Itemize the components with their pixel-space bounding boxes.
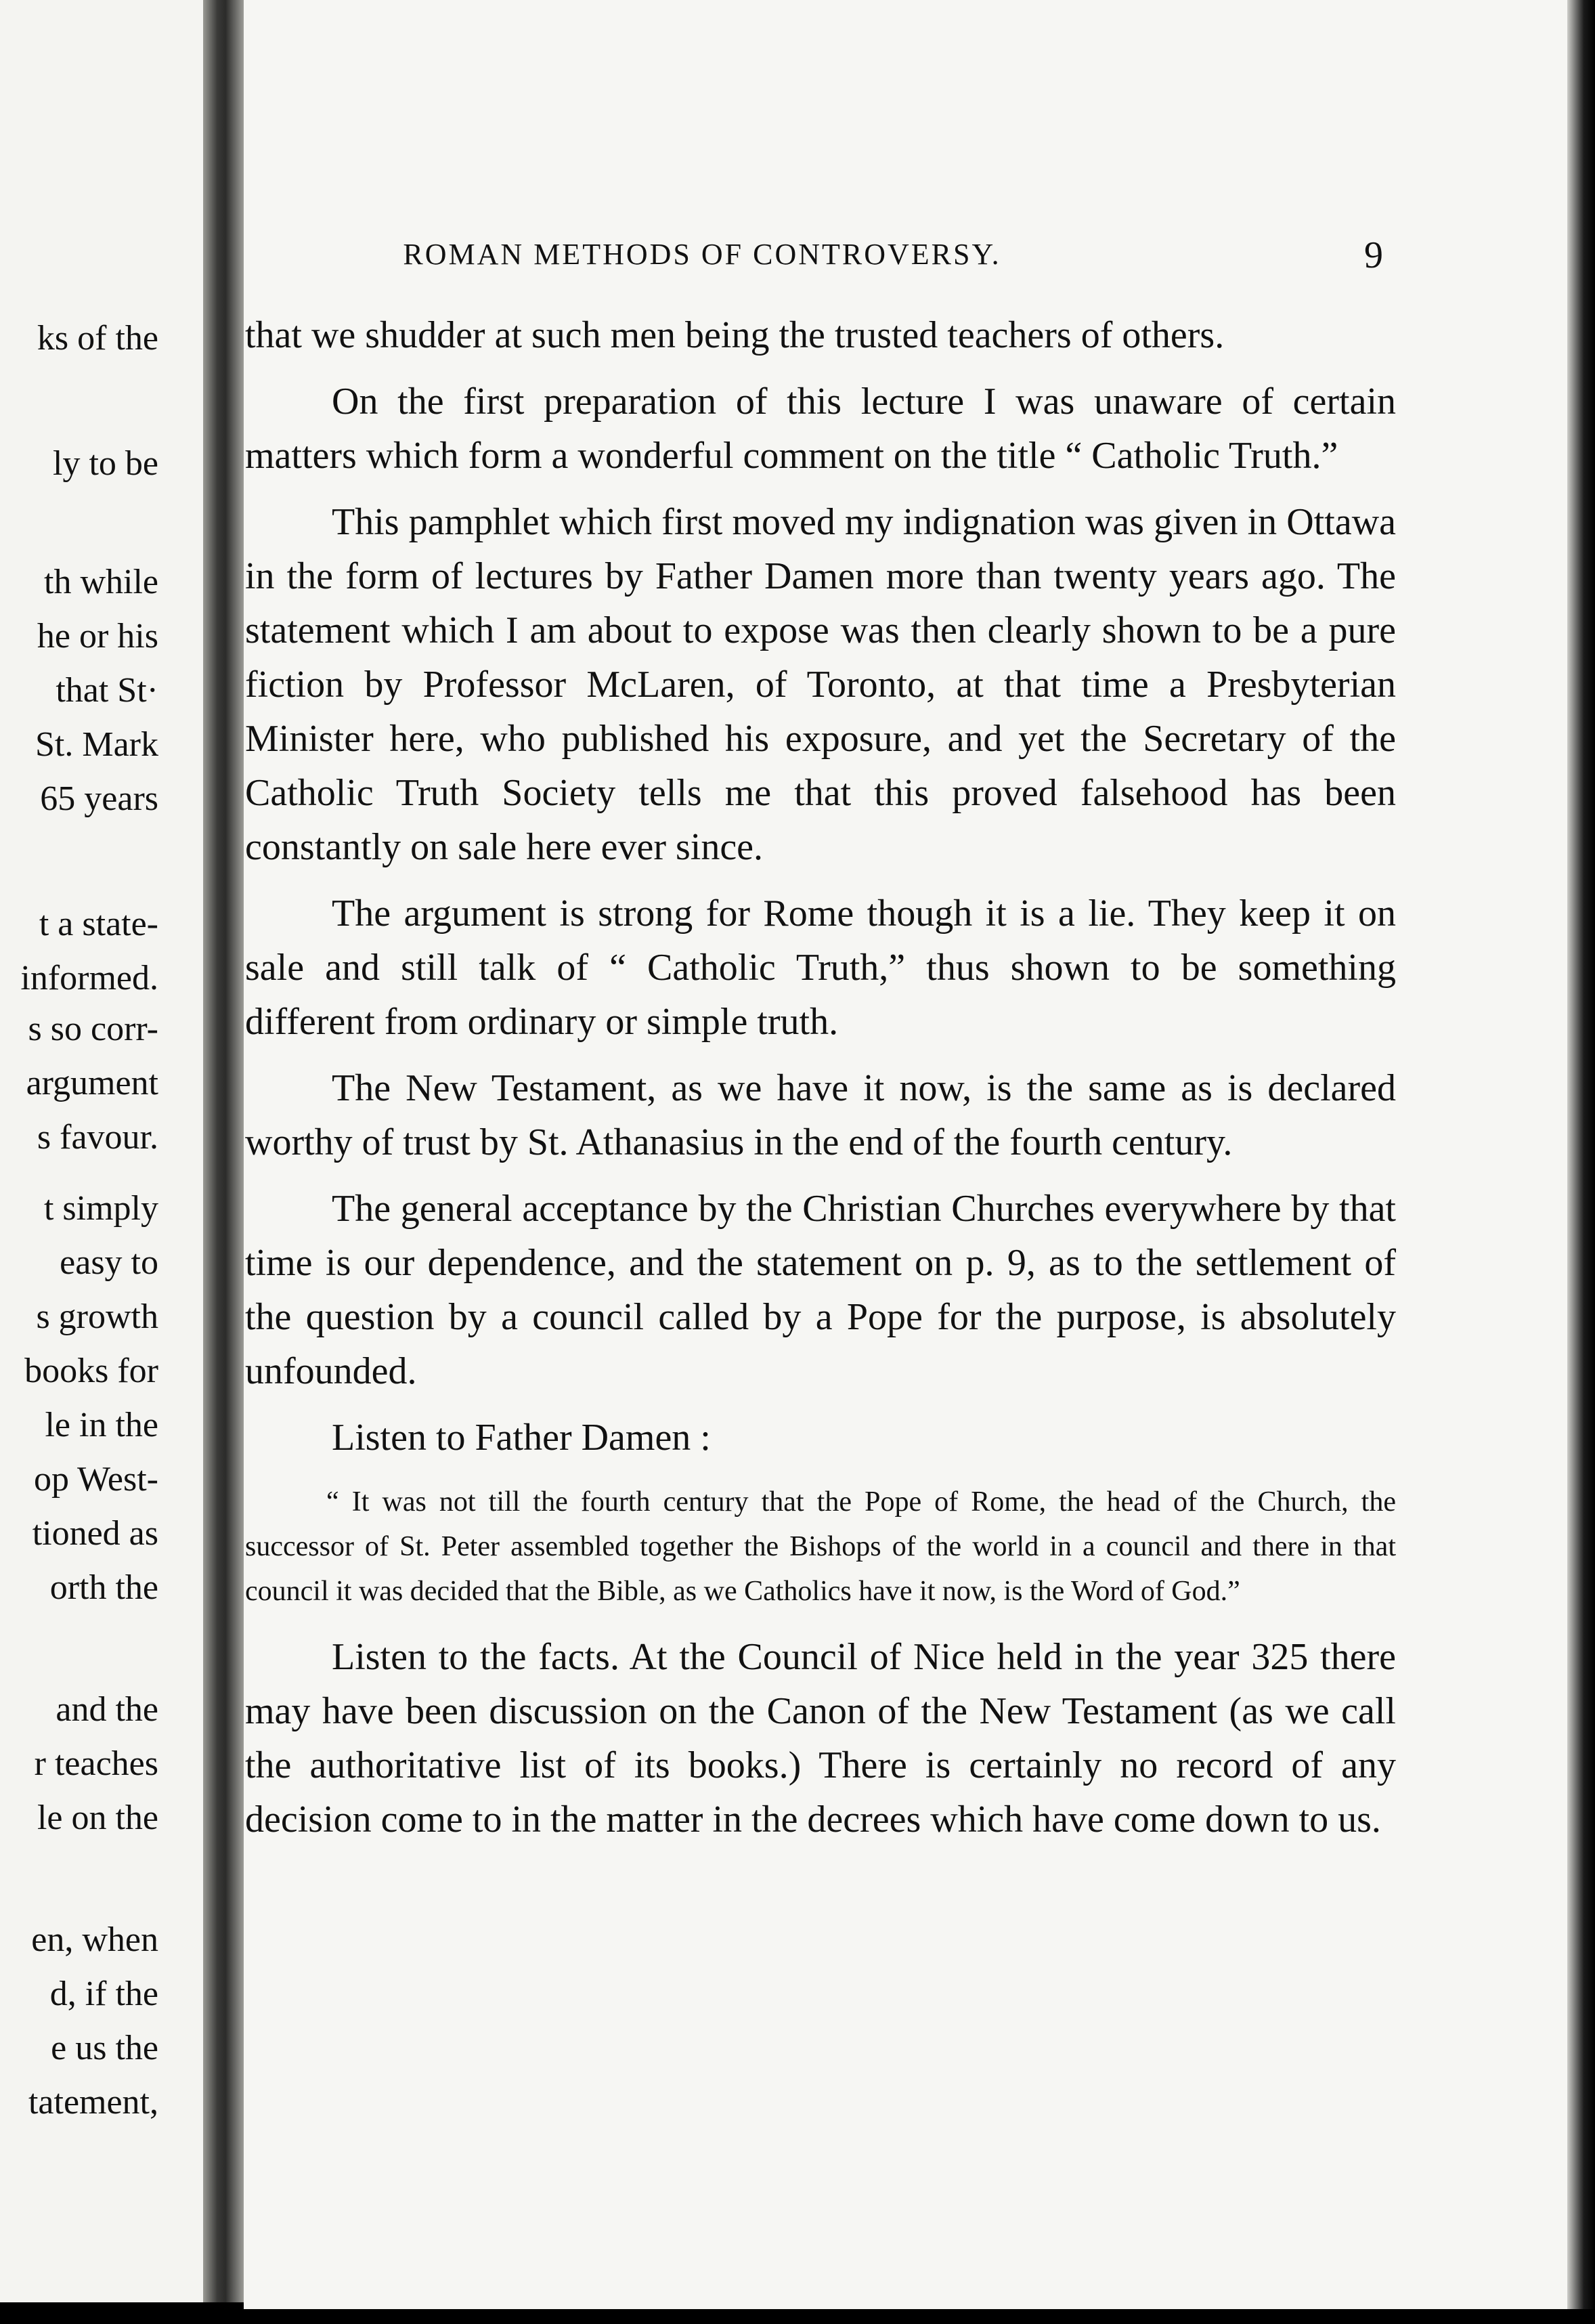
facing-page-line: orth the <box>49 1568 158 1607</box>
facing-page-line: en, when <box>31 1920 158 1959</box>
facing-page-line: he or his <box>37 617 158 655</box>
facing-page-line: tioned as <box>32 1514 158 1553</box>
facing-page-line: e us the <box>51 2029 158 2067</box>
page-number: 9 <box>1364 234 1383 276</box>
facing-page-line: op West- <box>33 1460 158 1499</box>
facing-page-line: r teaches <box>34 1744 158 1783</box>
facing-page-line: t simply <box>43 1189 158 1228</box>
body-text <box>245 308 1396 1859</box>
page-edge-right <box>1567 0 1595 2324</box>
facing-page-line: that St· <box>56 671 158 710</box>
facing-page-line: s favour. <box>37 1118 158 1157</box>
facing-page-line: tatement, <box>28 2083 158 2122</box>
facing-page-line: easy to <box>60 1243 158 1282</box>
facing-page-left <box>0 0 223 2302</box>
page-edge-bottom <box>0 2309 1595 2324</box>
running-head: ROMAN METHODS OF CONTROVERSY. <box>403 238 1001 271</box>
facing-page-line: t a state- <box>39 905 158 943</box>
facing-page-line: 65 years <box>40 779 158 818</box>
facing-page-line: books for <box>24 1352 158 1390</box>
facing-page-line: ly to be <box>53 444 158 483</box>
facing-page-line: s so corr- <box>28 1010 158 1048</box>
facing-page-line: ks of the <box>37 319 158 358</box>
facing-page-line: s growth <box>36 1297 158 1336</box>
paragraph: The New Testament, as we have it now, is the same as is declared worthy of trust by St. Athanasius in the end of the fourth century. <box>245 1067 1396 1163</box>
facing-page-line: and the <box>56 1690 158 1729</box>
facing-page-line: le on the <box>37 1799 158 1837</box>
paragraph: The argument is strong for Rome though it is a lie. They keep it on sale and still talk of “ Catholic Truth,” thus shown to be something different from ordinary or simple truth. <box>245 892 1396 1043</box>
facing-page-line: d, if the <box>49 1975 158 2013</box>
paragraph: On the first preparation of this lecture I was unaware of certain matters which form a wonderful comment on the title “ Catholic Truth.” <box>245 381 1396 477</box>
facing-page-line: St. Mark <box>35 725 158 764</box>
paragraph: that we shudder at such men being the trusted teachers of others. <box>245 314 1225 356</box>
book-gutter <box>203 0 244 2302</box>
paragraph: Listen to the facts. At the Council of Nice held in the year 325 there may have been discussion on the Canon of the New Testament (as we call the authoritative list of its books.) There is certainly no record of any decision come to in the matter in the decrees which have come down to us. <box>245 1636 1396 1841</box>
quote-intro: Listen to Father Damen : <box>332 1417 711 1459</box>
facing-page-line: th while <box>44 563 158 601</box>
paragraph: This pamphlet which first moved my indignation was given in Ottawa in the form of lectures by Father Damen more than twenty years ago. The statement which I am about to expose was then clearly shown to be a pure fiction by Professor McLaren, of Toronto, at that time a Presbyterian Minister here, who published his exposure, and yet the Secretary of the Catholic Truth Society tells me that this proved falsehood has been constantly on sale here ever since. <box>245 501 1396 868</box>
paragraph: The general acceptance by the Christian Churches everywhere by that time is our dependence, and the statement on p. 9, as to the settlement of the question by a council called by a Pope for the purpose, is absolutely unfounded. <box>245 1188 1396 1392</box>
block-quote: “ It was not till the fourth century that the Pope of Rome, the head of the Church, the successor of St. Peter assembled together the Bishops of the world in a council and there in that council it was decided that the Bible, as we Catholics have it now, is the Word of God.” <box>245 1486 1396 1607</box>
facing-page-line: informed. <box>20 959 158 997</box>
facing-page-line: argument <box>26 1064 158 1102</box>
facing-page-line: le in the <box>45 1406 158 1444</box>
